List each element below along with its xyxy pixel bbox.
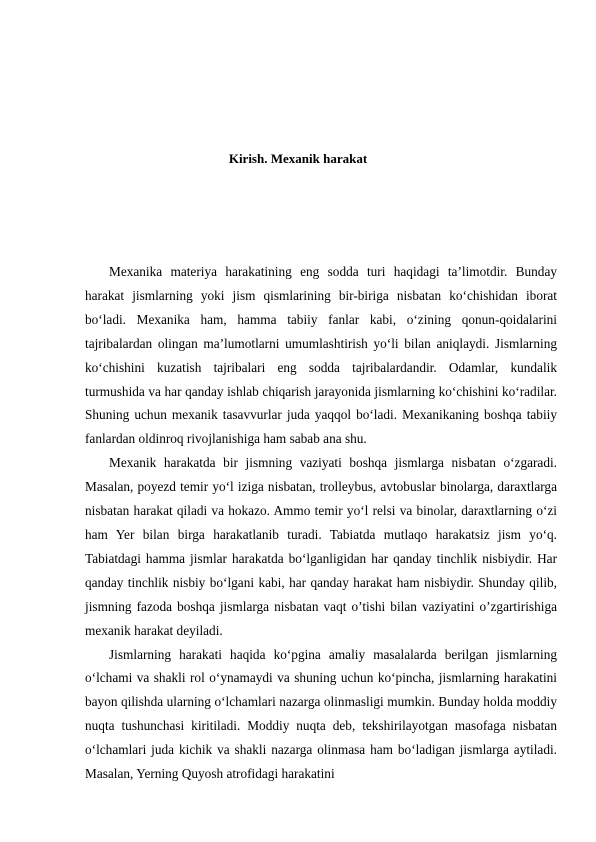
page-title: Kirish. Mexanik harakat: [228, 151, 368, 166]
paragraph: Jismlarning harakati haqida ko‘pgina amaliy masalalarda berilgan jismlarning o‘lchami va shakli rol o‘ynamaydi va shuning uchun ko‘pincha, jismlarning harakatini bayon qilishda ularning o‘lchamlari nazarga olinmasligi mumkin. Bunday holda moddiy nuqta tushunchasi kiritiladi. Moddiy nuqta deb, tekshirilayotgan masofaga nisbatan o‘lchamlari juda kichik va shakli nazarga olinmasa ham bo‘ladigan jismlarga aytiladi. Masalan, Yerning Quyosh atrofidagi harakatini: [85, 646, 557, 782]
paragraph: Mexanik harakatda bir jismning vaziyati boshqa jismlarga nisbatan o‘zgaradi. Masalan, poyezd temir yo‘l iziga nisbatan, trolleybus, avtobuslar binolarga, daraxtlarga nisbatan harakat qiladi va hokazo. Ammo temir yo‘l relsi va binolar, daraxtlarning o‘zi ham Yer bilan birga harakatlanib turadi. Tabiatda mutlaqo harakatsiz jism yo‘q. Tabiatdagi hamma jismlar harakatda bo‘lganligidan har qanday tinchlik nisbiydir. Har qanday tinchlik nisbiy bo‘lgani kabi, har qanday harakat ham nisbiydir. Shunday qilib, jismning fazoda boshqa jismlarga nisbatan vaqt o’tishi bilan vaziyatini o’zgartirishiga mexanik harakat deyiladi.: [85, 455, 557, 638]
paragraph: Mexanika materiya harakatining eng sodda turi haqidagi ta’limotdir. Bunday harakat jismlarning yoki jism qismlarining bir-biriga nisbatan ko‘chishidan iborat bo‘ladi. Mexanika ham, hamma tabiiy fanlar kabi, o‘zining qonun-qoidalarini tajribalardan olingan ma’lumotlarni umumlashtirish yo‘li bilan aniqlaydi. Jismlarning ko‘chishini kuzatish tajribalari eng sodda tajribalardandir. Odamlar, kundalik turmushida va har qanday ishlab chiqarish jarayonida jismlarning ko‘chishini ko‘radilar. Shuning uchun mexanik tasavvurlar juda yaqqol bo‘ladi. Mexanikaning boshqa tabiiy fanlardan oldinroq rivojlanishiga ham sabab ana shu.: [85, 264, 557, 447]
body-text: [85, 260, 557, 786]
